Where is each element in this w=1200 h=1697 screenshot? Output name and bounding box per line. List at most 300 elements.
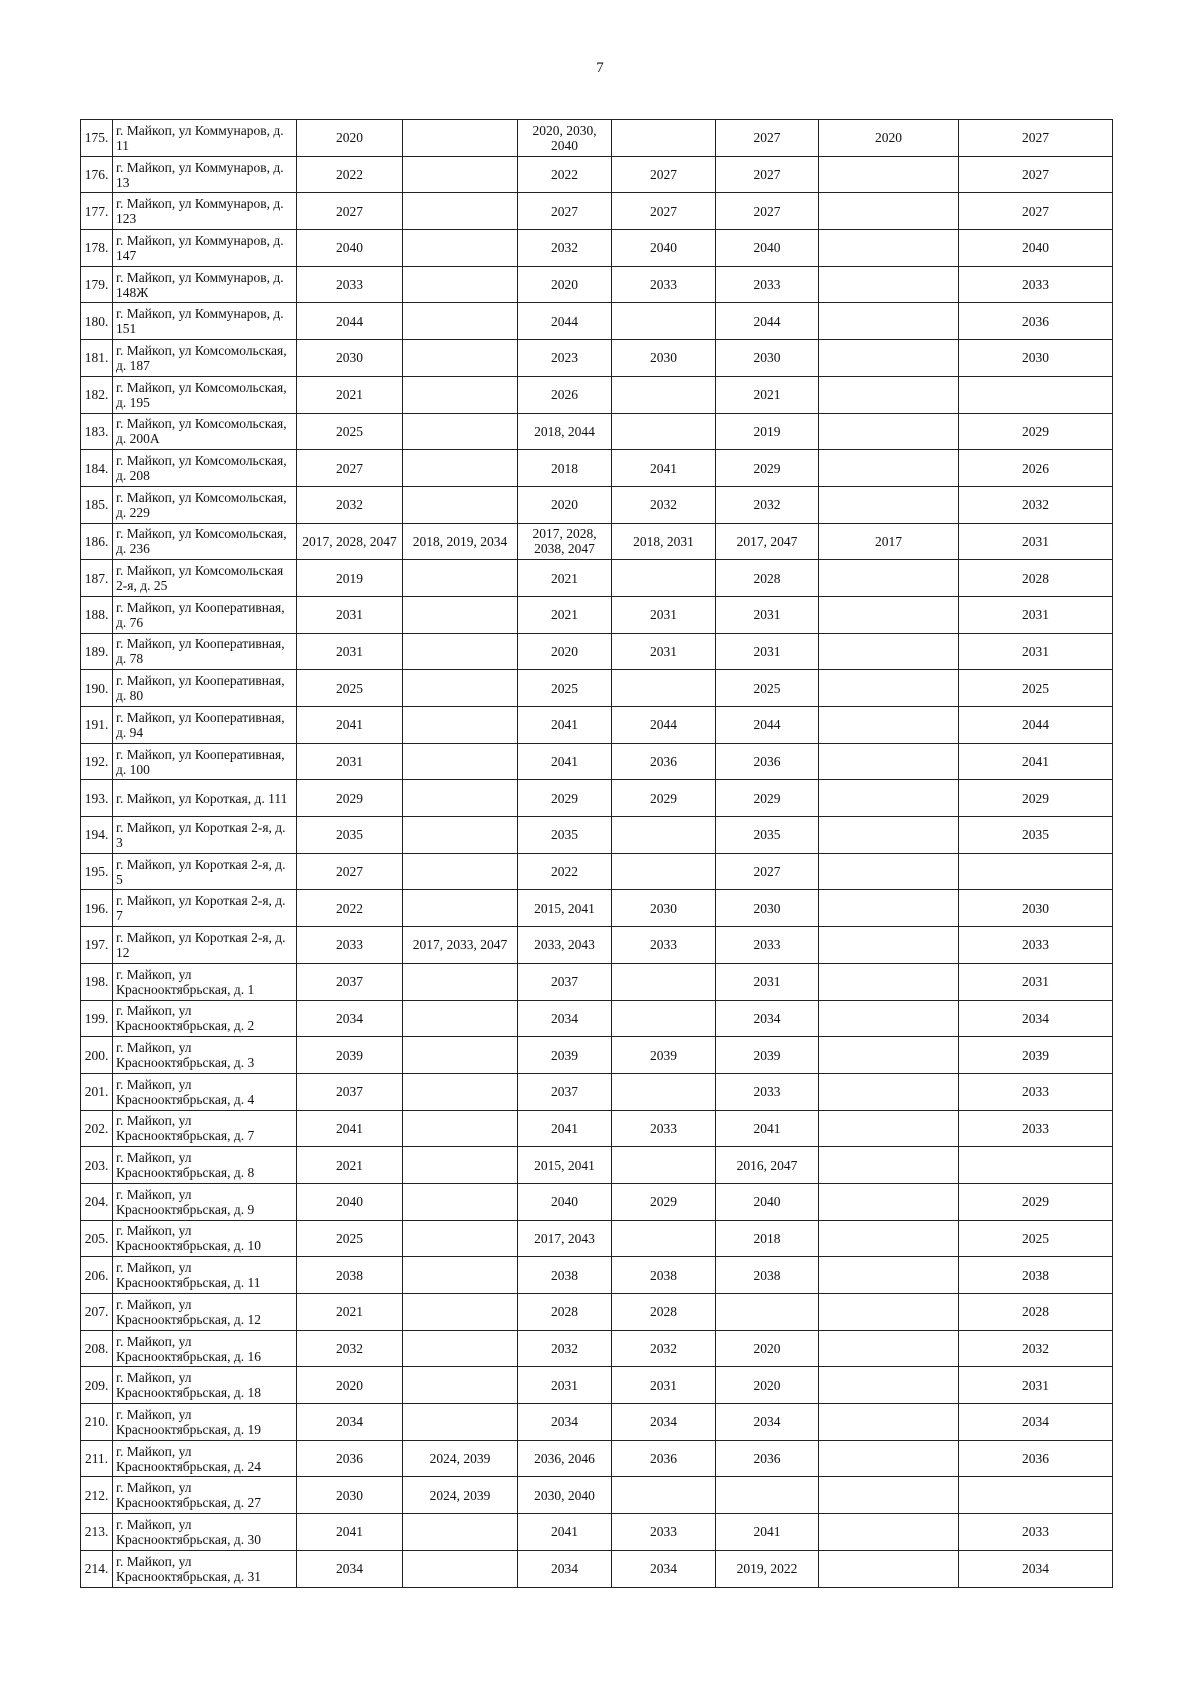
address-cell: г. Майкоп, ул Комсомольская 2-я, д. 25: [113, 560, 297, 597]
year-cell-3: 2023: [518, 340, 612, 377]
year-cell-3: 2037: [518, 1073, 612, 1110]
year-cell-6: [819, 486, 959, 523]
address-cell: г. Майкоп, ул Краснооктябрьская, д. 31: [113, 1550, 297, 1587]
year-cell-5: 2020: [716, 1330, 819, 1367]
year-cell-4: 2041: [612, 450, 716, 487]
year-cell-4: 2030: [612, 890, 716, 927]
year-cell-4: [612, 1220, 716, 1257]
year-cell-4: 2034: [612, 1550, 716, 1587]
year-cell-4: 2044: [612, 707, 716, 744]
year-cell-1: 2036: [297, 1440, 403, 1477]
row-number: 211.: [81, 1440, 113, 1477]
year-cell-1: 2031: [297, 743, 403, 780]
address-cell: г. Майкоп, ул Краснооктябрьская, д. 10: [113, 1220, 297, 1257]
row-number: 206.: [81, 1257, 113, 1294]
year-cell-1: 2037: [297, 1073, 403, 1110]
year-cell-7: 2032: [959, 486, 1113, 523]
row-number: 214.: [81, 1550, 113, 1587]
year-cell-2: [403, 1294, 518, 1331]
row-number: 180.: [81, 303, 113, 340]
table-row: [81, 707, 1113, 744]
year-cell-6: [819, 1220, 959, 1257]
year-cell-4: 2027: [612, 156, 716, 193]
year-cell-2: 2024, 2039: [403, 1440, 518, 1477]
year-cell-2: [403, 486, 518, 523]
year-cell-4: [612, 963, 716, 1000]
year-cell-5: 2021: [716, 376, 819, 413]
year-cell-4: 2031: [612, 596, 716, 633]
year-cell-2: [403, 1367, 518, 1404]
year-cell-6: [819, 193, 959, 230]
year-cell-4: 2033: [612, 1110, 716, 1147]
year-cell-2: [403, 1330, 518, 1367]
year-cell-3: 2037: [518, 963, 612, 1000]
year-cell-2: [403, 1037, 518, 1074]
row-number: 184.: [81, 450, 113, 487]
year-cell-3: 2028: [518, 1294, 612, 1331]
year-cell-7: [959, 1147, 1113, 1184]
year-cell-7: 2027: [959, 156, 1113, 193]
year-cell-1: 2037: [297, 963, 403, 1000]
year-cell-4: 2033: [612, 1514, 716, 1551]
year-cell-2: [403, 450, 518, 487]
year-cell-4: [612, 670, 716, 707]
address-cell: г. Майкоп, ул Краснооктябрьская, д. 18: [113, 1367, 297, 1404]
table-row: [81, 1257, 1113, 1294]
row-number: 187.: [81, 560, 113, 597]
year-cell-6: 2017: [819, 523, 959, 560]
table-row: [81, 486, 1113, 523]
year-cell-7: 2033: [959, 1073, 1113, 1110]
row-number: 193.: [81, 780, 113, 817]
year-cell-7: 2031: [959, 633, 1113, 670]
address-cell: г. Майкоп, ул Комсомольская, д. 195: [113, 376, 297, 413]
year-cell-6: [819, 1330, 959, 1367]
year-cell-2: [403, 780, 518, 817]
year-cell-5: [716, 1477, 819, 1514]
year-cell-5: 2030: [716, 890, 819, 927]
year-cell-4: 2031: [612, 1367, 716, 1404]
year-cell-6: [819, 890, 959, 927]
year-cell-3: 2020: [518, 486, 612, 523]
year-cell-5: 2041: [716, 1110, 819, 1147]
year-cell-2: [403, 1404, 518, 1441]
year-cell-5: 2019: [716, 413, 819, 450]
year-cell-5: 2031: [716, 963, 819, 1000]
year-cell-5: 2044: [716, 707, 819, 744]
address-cell: г. Майкоп, ул Комсомольская, д. 229: [113, 486, 297, 523]
table-row: [81, 1330, 1113, 1367]
year-cell-6: [819, 1000, 959, 1037]
year-cell-2: [403, 1110, 518, 1147]
year-cell-1: 2030: [297, 1477, 403, 1514]
table-row: [81, 1294, 1113, 1331]
address-cell: г. Майкоп, ул Комсомольская, д. 208: [113, 450, 297, 487]
year-cell-1: 2035: [297, 817, 403, 854]
row-number: 196.: [81, 890, 113, 927]
year-cell-6: [819, 1294, 959, 1331]
year-cell-3: 2020: [518, 633, 612, 670]
year-cell-5: 2031: [716, 633, 819, 670]
year-cell-1: 2027: [297, 193, 403, 230]
year-cell-6: [819, 1073, 959, 1110]
row-number: 205.: [81, 1220, 113, 1257]
year-cell-2: [403, 890, 518, 927]
year-cell-4: 2031: [612, 633, 716, 670]
year-cell-7: 2036: [959, 1440, 1113, 1477]
year-cell-1: 2034: [297, 1550, 403, 1587]
row-number: 197.: [81, 927, 113, 964]
table-row: [81, 1073, 1113, 1110]
year-cell-1: 2020: [297, 1367, 403, 1404]
table-row: [81, 633, 1113, 670]
year-cell-5: 2025: [716, 670, 819, 707]
year-cell-5: 2016, 2047: [716, 1147, 819, 1184]
year-cell-6: [819, 303, 959, 340]
year-cell-3: 2026: [518, 376, 612, 413]
address-cell: г. Майкоп, ул Комсомольская, д. 200А: [113, 413, 297, 450]
table-row: [81, 156, 1113, 193]
year-cell-7: 2034: [959, 1550, 1113, 1587]
table-row: [81, 193, 1113, 230]
address-cell: г. Майкоп, ул Короткая 2-я, д. 12: [113, 927, 297, 964]
table-row: [81, 340, 1113, 377]
year-cell-1: 2038: [297, 1257, 403, 1294]
year-cell-5: [716, 1294, 819, 1331]
address-cell: г. Майкоп, ул Коммунаров, д. 147: [113, 230, 297, 267]
year-cell-1: 2025: [297, 1220, 403, 1257]
year-cell-7: 2033: [959, 1110, 1113, 1147]
year-cell-6: [819, 596, 959, 633]
year-cell-5: 2036: [716, 743, 819, 780]
address-cell: г. Майкоп, ул Кооперативная, д. 100: [113, 743, 297, 780]
address-cell: г. Майкоп, ул Краснооктябрьская, д. 4: [113, 1073, 297, 1110]
year-cell-6: [819, 1440, 959, 1477]
year-cell-7: 2026: [959, 450, 1113, 487]
address-cell: г. Майкоп, ул Кооперативная, д. 80: [113, 670, 297, 707]
year-cell-3: 2033, 2043: [518, 927, 612, 964]
year-cell-3: 2034: [518, 1000, 612, 1037]
table-row: [81, 1550, 1113, 1587]
year-cell-3: 2018, 2044: [518, 413, 612, 450]
table-row: [81, 413, 1113, 450]
year-cell-4: 2034: [612, 1404, 716, 1441]
row-number: 192.: [81, 743, 113, 780]
year-cell-3: 2025: [518, 670, 612, 707]
year-cell-2: [403, 670, 518, 707]
year-cell-2: [403, 376, 518, 413]
row-number: 182.: [81, 376, 113, 413]
year-cell-4: 2036: [612, 1440, 716, 1477]
year-cell-5: 2027: [716, 853, 819, 890]
year-cell-6: [819, 927, 959, 964]
year-cell-2: [403, 596, 518, 633]
schedule-table-body: [81, 120, 1113, 1588]
year-cell-6: [819, 156, 959, 193]
year-cell-6: [819, 1257, 959, 1294]
year-cell-2: [403, 1220, 518, 1257]
row-number: 204.: [81, 1183, 113, 1220]
year-cell-1: 2041: [297, 1110, 403, 1147]
year-cell-1: 2029: [297, 780, 403, 817]
address-cell: г. Майкоп, ул Коммунаров, д. 13: [113, 156, 297, 193]
row-number: 202.: [81, 1110, 113, 1147]
row-number: 199.: [81, 1000, 113, 1037]
year-cell-5: 2044: [716, 303, 819, 340]
table-row: [81, 1477, 1113, 1514]
year-cell-3: 2032: [518, 230, 612, 267]
year-cell-3: 2027: [518, 193, 612, 230]
year-cell-3: 2044: [518, 303, 612, 340]
year-cell-3: 2017, 2028, 2038, 2047: [518, 523, 612, 560]
table-row: [81, 890, 1113, 927]
row-number: 181.: [81, 340, 113, 377]
year-cell-7: 2034: [959, 1000, 1113, 1037]
year-cell-6: [819, 853, 959, 890]
row-number: 195.: [81, 853, 113, 890]
year-cell-6: [819, 1183, 959, 1220]
year-cell-3: 2029: [518, 780, 612, 817]
year-cell-4: [612, 1073, 716, 1110]
year-cell-5: 2034: [716, 1404, 819, 1441]
year-cell-6: [819, 560, 959, 597]
year-cell-7: [959, 1477, 1113, 1514]
address-cell: г. Майкоп, ул Краснооктябрьская, д. 3: [113, 1037, 297, 1074]
year-cell-1: 2021: [297, 1294, 403, 1331]
year-cell-2: [403, 1073, 518, 1110]
year-cell-4: [612, 853, 716, 890]
year-cell-4: 2028: [612, 1294, 716, 1331]
year-cell-4: [612, 413, 716, 450]
year-cell-5: 2031: [716, 596, 819, 633]
year-cell-5: 2017, 2047: [716, 523, 819, 560]
year-cell-6: [819, 266, 959, 303]
year-cell-2: [403, 1000, 518, 1037]
year-cell-3: 2036, 2046: [518, 1440, 612, 1477]
row-number: 190.: [81, 670, 113, 707]
year-cell-4: [612, 376, 716, 413]
year-cell-4: 2018, 2031: [612, 523, 716, 560]
table-row: [81, 1037, 1113, 1074]
row-number: 207.: [81, 1294, 113, 1331]
table-row: [81, 780, 1113, 817]
table-row: [81, 1367, 1113, 1404]
year-cell-3: 2034: [518, 1550, 612, 1587]
year-cell-5: 2039: [716, 1037, 819, 1074]
year-cell-4: 2033: [612, 266, 716, 303]
row-number: 210.: [81, 1404, 113, 1441]
table-row: [81, 303, 1113, 340]
table-row: [81, 560, 1113, 597]
year-cell-2: [403, 156, 518, 193]
year-cell-6: [819, 963, 959, 1000]
year-cell-1: 2025: [297, 413, 403, 450]
year-cell-7: 2029: [959, 780, 1113, 817]
year-cell-6: [819, 780, 959, 817]
year-cell-1: 2031: [297, 596, 403, 633]
year-cell-3: 2032: [518, 1330, 612, 1367]
year-cell-5: 2027: [716, 193, 819, 230]
page-number: 7: [596, 60, 604, 76]
year-cell-6: [819, 376, 959, 413]
row-number: 194.: [81, 817, 113, 854]
year-cell-4: 2039: [612, 1037, 716, 1074]
year-cell-3: 2015, 2041: [518, 890, 612, 927]
year-cell-2: [403, 743, 518, 780]
year-cell-1: 2032: [297, 486, 403, 523]
year-cell-7: 2031: [959, 523, 1113, 560]
schedule-table: [80, 119, 1113, 1588]
address-cell: г. Майкоп, ул Комсомольская, д. 187: [113, 340, 297, 377]
year-cell-4: 2040: [612, 230, 716, 267]
year-cell-1: 2022: [297, 890, 403, 927]
row-number: 201.: [81, 1073, 113, 1110]
year-cell-5: 2027: [716, 120, 819, 157]
address-cell: г. Майкоп, ул Краснооктябрьская, д. 2: [113, 1000, 297, 1037]
year-cell-5: 2033: [716, 927, 819, 964]
address-cell: г. Майкоп, ул Коммунаров, д. 123: [113, 193, 297, 230]
address-cell: г. Майкоп, ул Коммунаров, д. 151: [113, 303, 297, 340]
row-number: 191.: [81, 707, 113, 744]
year-cell-6: [819, 1110, 959, 1147]
year-cell-2: [403, 1183, 518, 1220]
year-cell-2: [403, 120, 518, 157]
address-cell: г. Майкоп, ул Короткая 2-я, д. 5: [113, 853, 297, 890]
year-cell-4: 2032: [612, 1330, 716, 1367]
table-row: [81, 1514, 1113, 1551]
year-cell-5: 2029: [716, 780, 819, 817]
year-cell-7: 2029: [959, 1183, 1113, 1220]
year-cell-5: 2038: [716, 1257, 819, 1294]
year-cell-2: [403, 230, 518, 267]
year-cell-6: [819, 230, 959, 267]
year-cell-3: 2041: [518, 743, 612, 780]
year-cell-5: 2032: [716, 486, 819, 523]
year-cell-5: 2040: [716, 1183, 819, 1220]
year-cell-4: [612, 1147, 716, 1184]
year-cell-4: 2029: [612, 780, 716, 817]
row-number: 208.: [81, 1330, 113, 1367]
year-cell-3: 2041: [518, 1514, 612, 1551]
year-cell-1: 2022: [297, 156, 403, 193]
year-cell-3: 2038: [518, 1257, 612, 1294]
year-cell-4: 2032: [612, 486, 716, 523]
year-cell-1: 2034: [297, 1000, 403, 1037]
year-cell-2: [403, 853, 518, 890]
year-cell-7: 2027: [959, 120, 1113, 157]
table-row: [81, 1440, 1113, 1477]
year-cell-7: 2030: [959, 890, 1113, 927]
table-row: [81, 376, 1113, 413]
year-cell-7: 2040: [959, 230, 1113, 267]
year-cell-1: 2019: [297, 560, 403, 597]
year-cell-2: [403, 1550, 518, 1587]
row-number: 203.: [81, 1147, 113, 1184]
row-number: 198.: [81, 963, 113, 1000]
row-number: 200.: [81, 1037, 113, 1074]
year-cell-3: 2022: [518, 156, 612, 193]
year-cell-6: [819, 1477, 959, 1514]
year-cell-7: [959, 853, 1113, 890]
year-cell-2: 2024, 2039: [403, 1477, 518, 1514]
year-cell-6: [819, 450, 959, 487]
address-cell: г. Майкоп, ул Кооперативная, д. 78: [113, 633, 297, 670]
table-row: [81, 817, 1113, 854]
year-cell-3: 2021: [518, 596, 612, 633]
year-cell-3: 2021: [518, 560, 612, 597]
year-cell-6: [819, 670, 959, 707]
year-cell-1: 2031: [297, 633, 403, 670]
year-cell-2: [403, 817, 518, 854]
table-row: [81, 1110, 1113, 1147]
year-cell-3: 2018: [518, 450, 612, 487]
row-number: 175.: [81, 120, 113, 157]
table-row: [81, 230, 1113, 267]
year-cell-1: 2040: [297, 1183, 403, 1220]
year-cell-6: [819, 1514, 959, 1551]
year-cell-2: 2017, 2033, 2047: [403, 927, 518, 964]
year-cell-2: [403, 266, 518, 303]
table-row: [81, 1404, 1113, 1441]
year-cell-3: 2020: [518, 266, 612, 303]
year-cell-7: 2033: [959, 927, 1113, 964]
year-cell-1: 2033: [297, 927, 403, 964]
year-cell-7: 2025: [959, 670, 1113, 707]
year-cell-7: 2030: [959, 340, 1113, 377]
year-cell-3: 2020, 2030, 2040: [518, 120, 612, 157]
year-cell-5: 2034: [716, 1000, 819, 1037]
table-row: [81, 927, 1113, 964]
year-cell-4: [612, 1477, 716, 1514]
year-cell-6: [819, 817, 959, 854]
year-cell-1: 2021: [297, 1147, 403, 1184]
address-cell: г. Майкоп, ул Краснооктябрьская, д. 16: [113, 1330, 297, 1367]
year-cell-4: 2033: [612, 927, 716, 964]
row-number: 209.: [81, 1367, 113, 1404]
year-cell-4: 2027: [612, 193, 716, 230]
year-cell-2: [403, 560, 518, 597]
year-cell-7: 2031: [959, 1367, 1113, 1404]
year-cell-4: 2029: [612, 1183, 716, 1220]
year-cell-3: 2034: [518, 1404, 612, 1441]
year-cell-1: 2030: [297, 340, 403, 377]
year-cell-1: 2025: [297, 670, 403, 707]
year-cell-1: 2044: [297, 303, 403, 340]
table-row: [81, 1183, 1113, 1220]
address-cell: г. Майкоп, ул Краснооктябрьская, д. 7: [113, 1110, 297, 1147]
year-cell-6: [819, 743, 959, 780]
address-cell: г. Майкоп, ул Краснооктябрьская, д. 12: [113, 1294, 297, 1331]
year-cell-2: 2018, 2019, 2034: [403, 523, 518, 560]
year-cell-3: 2022: [518, 853, 612, 890]
year-cell-7: 2031: [959, 963, 1113, 1000]
address-cell: г. Майкоп, ул Коммунаров, д. 11: [113, 120, 297, 157]
year-cell-7: 2044: [959, 707, 1113, 744]
year-cell-7: 2033: [959, 266, 1113, 303]
row-number: 213.: [81, 1514, 113, 1551]
address-cell: г. Майкоп, ул Короткая 2-я, д. 3: [113, 817, 297, 854]
year-cell-7: 2029: [959, 413, 1113, 450]
year-cell-1: 2034: [297, 1404, 403, 1441]
year-cell-3: 2031: [518, 1367, 612, 1404]
year-cell-7: 2028: [959, 1294, 1113, 1331]
row-number: 176.: [81, 156, 113, 193]
row-number: 212.: [81, 1477, 113, 1514]
year-cell-7: 2041: [959, 743, 1113, 780]
year-cell-3: 2030, 2040: [518, 1477, 612, 1514]
address-cell: г. Майкоп, ул Кооперативная, д. 94: [113, 707, 297, 744]
year-cell-6: [819, 340, 959, 377]
